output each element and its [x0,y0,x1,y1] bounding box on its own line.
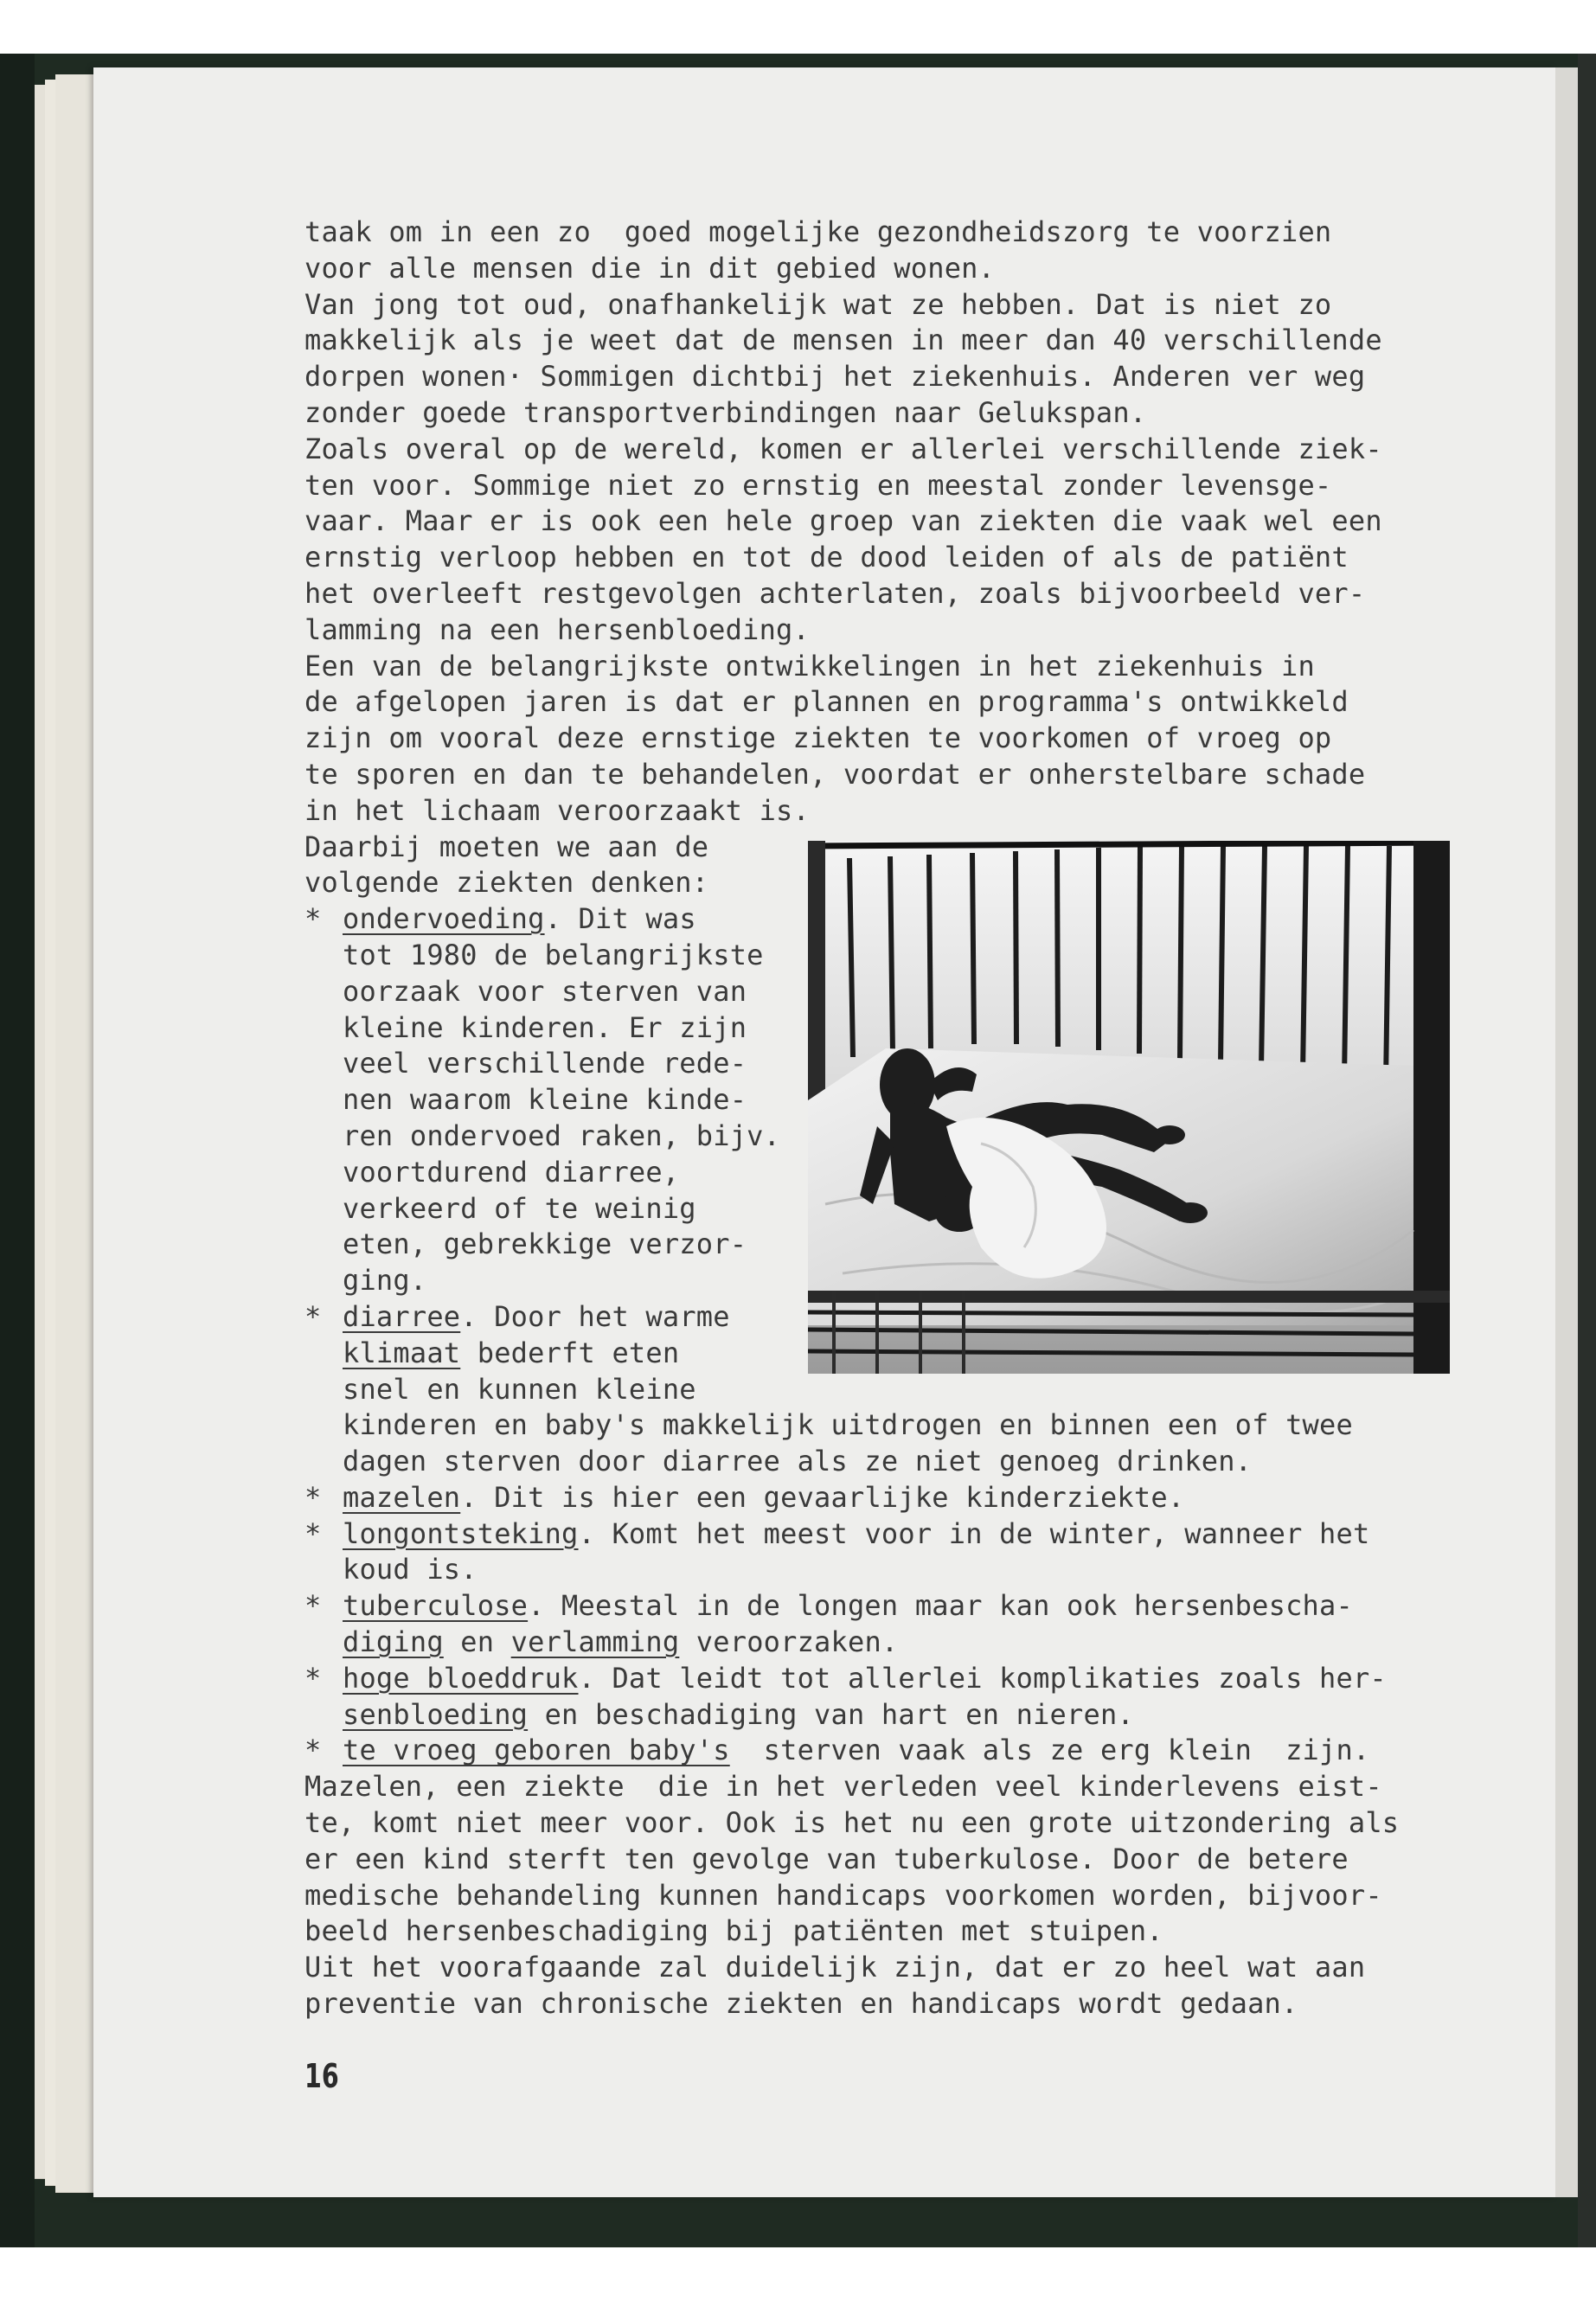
text-line: eten, gebrekkige verzor- [343,1227,747,1261]
bullet-asterisk: * [304,1480,322,1514]
text-line: kleine kinderen. Er zijn [343,1010,747,1044]
list-item-hoge-bloeddruk [304,1661,1481,1697]
text-line: ernstig verloop hebben en tot de dood leiden of als de patiënt [304,541,1349,574]
text-line: verkeerd of te weinig [343,1191,696,1225]
item-text: . Dit is hier een gevaarlijke kinderziekte. [460,1480,1185,1514]
text-line [304,1697,1481,1734]
text-line: kinderen en baby's makkelijk uitdrogen en binnen een of twee [343,1408,1353,1442]
text-line: te, komt niet meer voor. Ook is het nu een grote uitzondering als [304,1806,1400,1840]
bullet-asterisk: * [304,1516,322,1550]
text-line: volgende ziekten denken: [304,866,709,900]
hospital-cot-photo [808,841,1450,1374]
text-line: Van jong tot oud, onafhankelijk wat ze hebben. Dat is niet zo [304,287,1332,321]
text-line: te sporen en dan te behandelen, voordat er onherstelbare schade [304,757,1366,791]
text-line: voortdurend diarree, [343,1155,680,1189]
text-line: het overleeft restgevolgen achterlaten, zoals bijvoorbeeld ver- [304,576,1366,610]
text-line: preventie van chronische ziekten en handicaps wordt gedaan. [304,1987,1298,2021]
list-item-longontsteking [304,1516,1481,1553]
text-line: veel verschillende rede- [343,1047,747,1080]
item-text: en beschadiging van hart en nieren. [528,1697,1134,1731]
page-number: 16 [304,2057,339,2095]
term-diarree: diarree [343,1299,461,1333]
text-line: beeld hersenbeschadiging bij patiënten met stuipen. [304,1914,1163,1948]
text-line: nen waarom kleine kinde- [343,1083,747,1117]
item-text: . Komt het meest voor in de winter, wanneer het [578,1516,1370,1550]
text-line: ging. [343,1264,427,1298]
text-line: de afgelopen jaren is dat er plannen en programma's ontwikkeld [304,685,1349,719]
term-te-vroeg-geboren: te vroeg geboren baby's [343,1734,730,1767]
bullet-asterisk: * [304,902,322,936]
list-item-mazelen [304,1480,1481,1516]
bullet-asterisk: * [304,1661,322,1695]
cover-edge [1578,54,1596,2247]
item-text: . Meestal in de longen maar kan ook hersenbescha- [528,1589,1353,1623]
text-line: lamming na een hersenbloeding. [304,612,810,646]
text-line [304,1625,1481,1661]
text-line: vaar. Maar er is ook een hele groep van ziekten die vaak wel een [304,504,1382,538]
item-text: . Door het warme [460,1299,730,1333]
text-line: taak om in een zo goed mogelijke gezondheidszorg te voorzien [304,215,1332,248]
term-ondervoeding: ondervoeding [343,902,545,936]
bullet-asterisk: * [304,1299,322,1333]
text-line: oorzaak voor sterven van [343,974,747,1008]
book-spine [0,54,35,2247]
text-line: ten voor. Sommige niet zo ernstig en meestal zonder levensge- [304,468,1332,502]
term-senbloeding: senbloeding [343,1697,529,1731]
text-line: koud is. [343,1553,478,1586]
item-text: sterven vaak als ze erg klein zijn. [729,1734,1370,1767]
text-line: Mazelen, een ziekte die in het verleden veel kinderlevens eist- [304,1770,1382,1804]
text-line: Daarbij moeten we aan de [304,830,709,863]
text-line: medische behandeling kunnen handicaps voorkomen worden, bijvoor- [304,1878,1382,1912]
text-line: tot 1980 de belangrijkste [343,938,764,971]
page-fore-edge [1555,67,1578,2197]
top-margin [0,0,1596,54]
text-line: ren ondervoed raken, bijv. [343,1118,781,1152]
text-line: zonder goede transportverbindingen naar Gelukspan. [304,395,1147,429]
item-text: bederft eten [460,1336,680,1369]
text-line: er een kind sterft ten gevolge van tuberkulose. Door de betere [304,1842,1349,1875]
text-line: Een van de belangrijkste ontwikkelingen in het ziekenhuis in [304,649,1315,683]
text-line: dagen sterven door diarree als ze niet genoeg drinken. [343,1445,1253,1478]
term-diging: diging [343,1625,444,1659]
list-item-tuberculose [304,1588,1481,1625]
term-longontsteking: longontsteking [343,1516,579,1550]
photo-illustration [808,841,1450,1374]
text-line: Uit het voorafgaande zal duidelijk zijn, dat er zo heel wat aan [304,1951,1366,1984]
bullet-asterisk: * [304,1734,322,1767]
item-text: en [443,1625,511,1659]
text-line: snel en kunnen kleine [343,1372,696,1406]
text-line: dorpen wonen· Sommigen dichtbij het ziekenhuis. Anderen ver weg [304,360,1366,394]
text-line: in het lichaam veroorzaakt is. [304,793,810,827]
term-tuberculose: tuberculose [343,1589,529,1623]
text-line: Zoals overal op de wereld, komen er allerlei verschillende ziek- [304,432,1382,465]
item-text: veroorzaken. [679,1625,899,1659]
bottom-margin [0,2247,1596,2301]
term-klimaat: klimaat [343,1336,461,1369]
text-line: zijn om vooral deze ernstige ziekten te voorkomen of vroeg op [304,721,1332,755]
term-mazelen: mazelen [343,1480,461,1514]
term-hoge-bloeddruk: hoge bloeddruk [343,1661,579,1695]
text-line: voor alle mensen die in dit gebied wonen. [304,251,996,285]
item-text: . Dat leidt tot allerlei komplikaties zoals her- [578,1661,1387,1695]
term-verlamming: verlamming [510,1625,680,1659]
list-item-te-vroeg-geboren [304,1733,1481,1769]
bullet-asterisk: * [304,1589,322,1623]
item-text: . Dit was [544,902,696,936]
text-line: makkelijk als je weet dat de mensen in meer dan 40 verschillende [304,324,1382,357]
